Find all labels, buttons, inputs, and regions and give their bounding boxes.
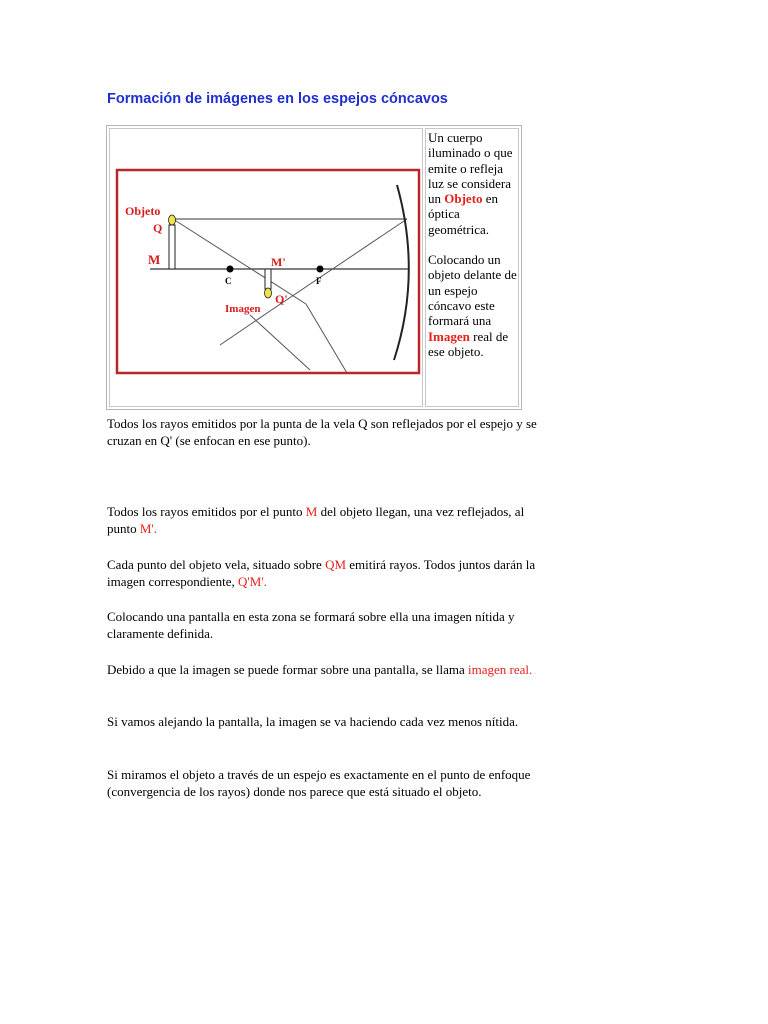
paragraph-7: Si miramos el objeto a través de un espejo es exactamente en el punto de enfoque (convergencia de los rayos) donde nos parece que está situado el objeto. xyxy=(107,767,531,799)
object-flame xyxy=(169,215,176,225)
figure-table xyxy=(106,125,522,410)
paragraph-3: Cada punto del objeto vela, situado sobre QM emitirá rayos. Todos juntos darán la imagen correspondiente, Q'M'. xyxy=(107,557,536,589)
paragraph-4: Colocando una pantalla en esta zona se formará sobre ella una imagen nítida y claramente definida. xyxy=(107,609,515,641)
paragraph-5: Debido a que la imagen se puede formar sobre una pantalla, se llama imagen real. xyxy=(107,662,533,677)
ray-through-focus xyxy=(270,219,407,311)
label-objeto: Objeto xyxy=(125,204,161,218)
paragraph-6: Si vamos alejando la pantalla, la imagen se va haciendo cada vez menos nítida. xyxy=(107,714,519,729)
side-paragraph-1: Un cuerpo iluminado o que emite o refleja luz se considera un Objeto en óptica geométrica. xyxy=(428,130,513,237)
paragraph-1: Todos los rayos emitidos por la punta de la vela Q son reflejados por el espejo y se cruzan en Q' (se enfocan en ese punto). xyxy=(107,416,537,448)
label-q-prime: Q' xyxy=(275,292,288,306)
ray-reflected xyxy=(306,304,347,373)
highlight-objeto: Objeto xyxy=(444,191,483,207)
label-f: F xyxy=(316,276,322,286)
concave-mirror-diagram xyxy=(110,129,422,406)
side-paragraph-2: Colocando un objeto delante de un espejo cóncavo este formará una Imagen real de ese objeto. xyxy=(428,252,517,359)
page-title: Formación de imágenes en los espejos cóncavos xyxy=(107,91,448,107)
highlight-imagen: Imagen xyxy=(428,328,470,344)
image-candle xyxy=(265,269,271,289)
paragraph-2: Todos los rayos emitidos por el punto M del objeto llegan, una vez reflejados, al punto M'. xyxy=(107,504,525,536)
concave-mirror xyxy=(394,185,409,360)
label-m-prime: M' xyxy=(271,255,286,269)
point-f xyxy=(317,266,324,273)
object-candle xyxy=(169,225,175,269)
label-m: M xyxy=(148,252,161,267)
label-imagen: Imagen xyxy=(225,303,261,315)
diagram-cell xyxy=(109,128,423,407)
image-flame xyxy=(265,288,272,298)
label-c: C xyxy=(225,276,232,286)
point-c xyxy=(227,266,234,273)
label-q: Q xyxy=(153,221,163,235)
side-description xyxy=(425,128,519,407)
